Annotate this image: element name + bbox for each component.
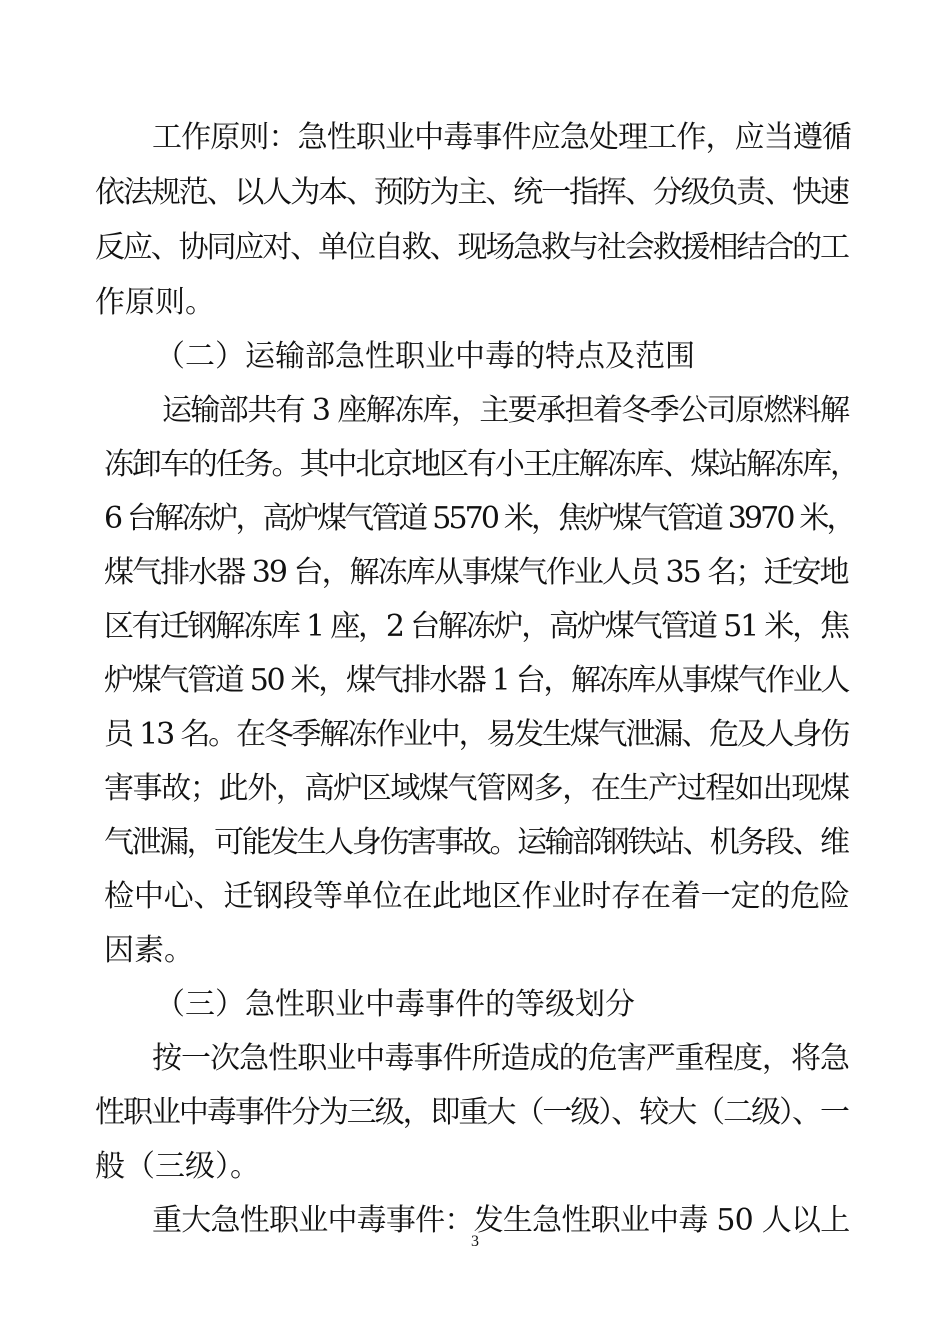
paragraph-work-principle-line-3: 反应、协同应对、单位自救、现场急救与社会救援相结合的工: [95, 230, 848, 265]
paragraph-scope-line-1: 运输部共有 3 座解冻库，主要承担着冬季公司原燃料解: [162, 393, 849, 428]
paragraph-work-principle-line-1: 工作原则：急性职业中毒事件应急处理工作，应当遵循: [152, 120, 852, 155]
paragraph-grading-line-3: 般（三级）。: [95, 1149, 260, 1184]
paragraph-scope-line-10: 检中心、迁钢段等单位在此地区作业时存在着一定的危险: [104, 879, 850, 914]
paragraph-scope-line-2: 冻卸车的任务。其中北京地区有小王庄解冻库、煤站解冻库，: [104, 447, 858, 482]
page-number: 3: [471, 1233, 479, 1250]
paragraph-scope-line-11: 因素。: [104, 933, 194, 968]
paragraph-scope-line-4: 煤气排水器 39 台，解冻库从事煤气作业人员 35 名；迁安地: [104, 555, 848, 590]
paragraph-scope-line-5: 区有迁钢解冻库 1 座，2 台解冻炉，高炉煤气管道 51 米，焦: [104, 609, 848, 644]
paragraph-grading-line-2: 性职业中毒事件分为三级，即重大（一级）、较大（二级）、一: [95, 1095, 848, 1130]
paragraph-scope-line-3: 6 台解冻炉，高炉煤气管道 5570 米，焦炉煤气管道 3970 米，: [104, 501, 854, 536]
paragraph-scope-line-9: 气泄漏，可能发生人身伤害事故。运输部钢铁站、机务段、维: [104, 825, 848, 860]
paragraph-grading-line-1: 按一次急性职业中毒事件所造成的危害严重程度，将急: [152, 1041, 850, 1076]
paragraph-scope-line-8: 害事故；此外，高炉区域煤气管网多，在生产过程如出现煤: [104, 771, 849, 806]
paragraph-scope-line-6: 炉煤气管道 50 米，煤气排水器 1 台，解冻库从事煤气作业人: [104, 663, 849, 698]
paragraph-work-principle-line-2: 依法规范、以人为本、预防为主、统一指挥、分级负责、快速: [95, 175, 848, 210]
paragraph-major-event-line-1: 重大急性职业中毒事件：发生急性职业中毒 50 人以上: [152, 1203, 850, 1238]
paragraph-work-principle-line-4: 作原则。: [95, 285, 215, 320]
section-heading-2: （二）运输部急性职业中毒的特点及范围: [155, 339, 695, 374]
section-heading-3: （三）急性职业中毒事件的等级划分: [155, 987, 635, 1022]
paragraph-scope-line-7: 员 13 名。在冬季解冻作业中，易发生煤气泄漏、危及人身伤: [104, 717, 849, 752]
